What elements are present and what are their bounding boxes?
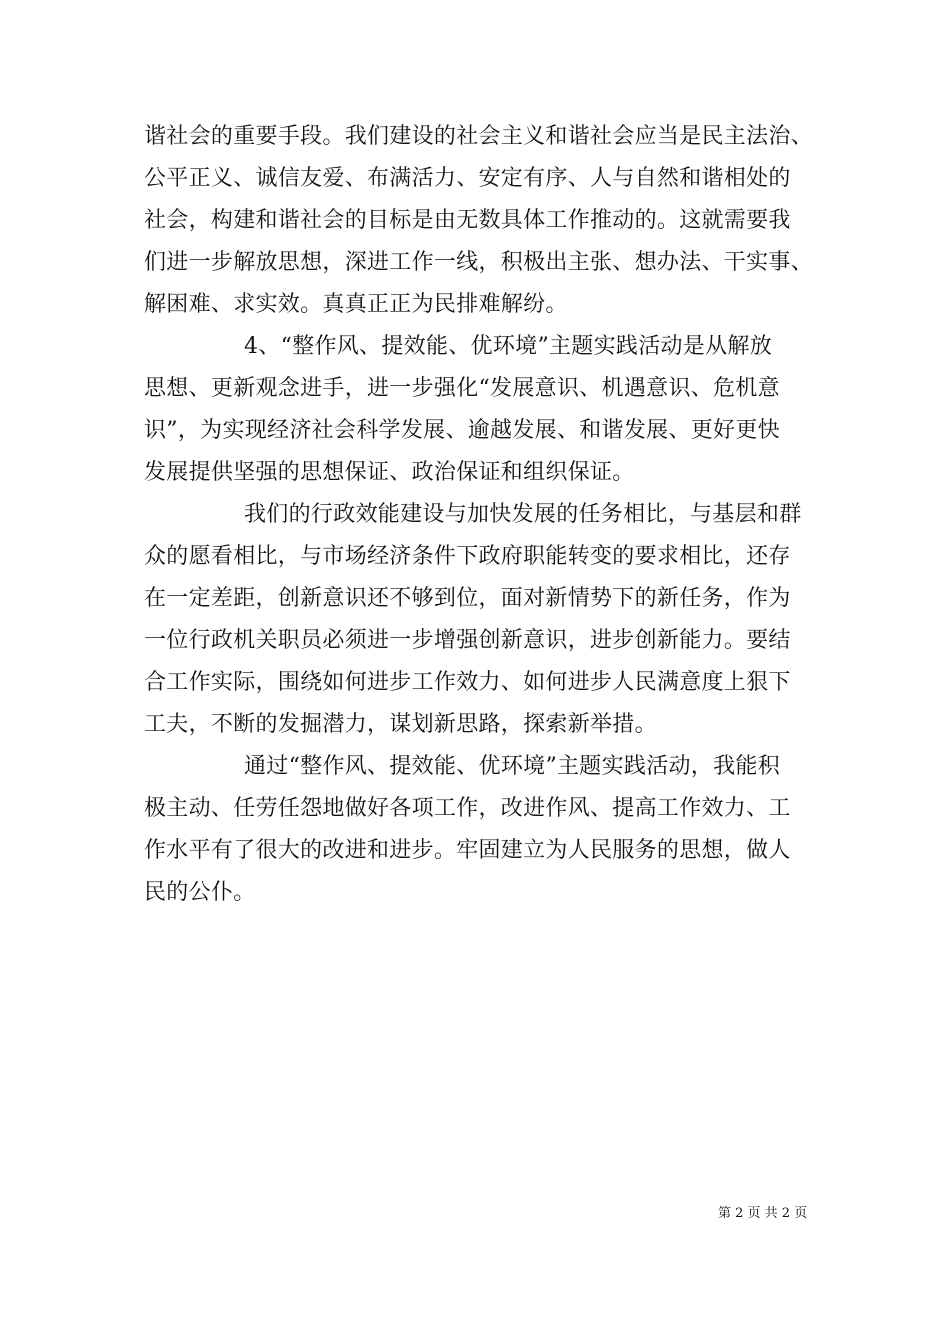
page-number-footer: 第 2 页 共 2 页 bbox=[718, 1206, 808, 1221]
text-line: 谐社会的重要手段。我们建设的社会主义和谐社会应当是民主法治、 bbox=[144, 124, 814, 149]
text-line: 工夫，不断的发掘潜力，谋划新思路，探索新举措。 bbox=[144, 712, 657, 737]
text-line: 作水平有了很大的改进和进步。牢固建立为人民服务的思想，做人 bbox=[144, 838, 791, 863]
document-body bbox=[144, 116, 824, 914]
text-line: 识”，为实现经济社会科学发展、逾越发展、和谐发展、更好更快 bbox=[144, 418, 780, 443]
text-line: 众的愿看相比，与市场经济条件下政府职能转变的要求相比，还存 bbox=[144, 544, 791, 569]
text-line: 解困难、求实效。真真正正为民排难解纷。 bbox=[144, 292, 568, 317]
text-line: 在一定差距，创新意识还不够到位，面对新情势下的新任务，作为 bbox=[144, 586, 791, 611]
text-line: 公平正义、诚信友爱、布满活力、安定有序、人与自然和谐相处的 bbox=[144, 166, 791, 191]
paragraph-first-line: 我们的行政效能建设与加快发展的任务相比，与基层和群 bbox=[244, 502, 802, 527]
text-line: 民的公仆。 bbox=[144, 880, 256, 905]
numbered-paragraph-first-line: 4、“整作风、提效能、优环境”主题实践活动是从解放 bbox=[244, 334, 772, 359]
text-line: 社会，构建和谐社会的目标是由无数具体工作推动的。这就需要我 bbox=[144, 208, 791, 233]
text-line: 们进一步解放思想，深进工作一线，积极出主张、想办法、干实事、 bbox=[144, 250, 814, 275]
text-line: 极主动、任劳任怨地做好各项工作，改进作风、提高工作效力、工 bbox=[144, 796, 791, 821]
text-line: 一位行政机关职员必须进一步增强创新意识，进步创新能力。要结 bbox=[144, 628, 791, 653]
text-line: 合工作实际，围绕如何进步工作效力、如何进步人民满意度上狠下 bbox=[144, 670, 791, 695]
paragraph-first-line: 通过“整作风、提效能、优环境”主题实践活动，我能积 bbox=[244, 754, 780, 779]
text-line: 发展提供坚强的思想保证、政治保证和组织保证。 bbox=[144, 460, 635, 485]
text-line: 思想、更新观念进手，进一步强化“发展意识、机遇意识、危机意 bbox=[144, 376, 780, 401]
